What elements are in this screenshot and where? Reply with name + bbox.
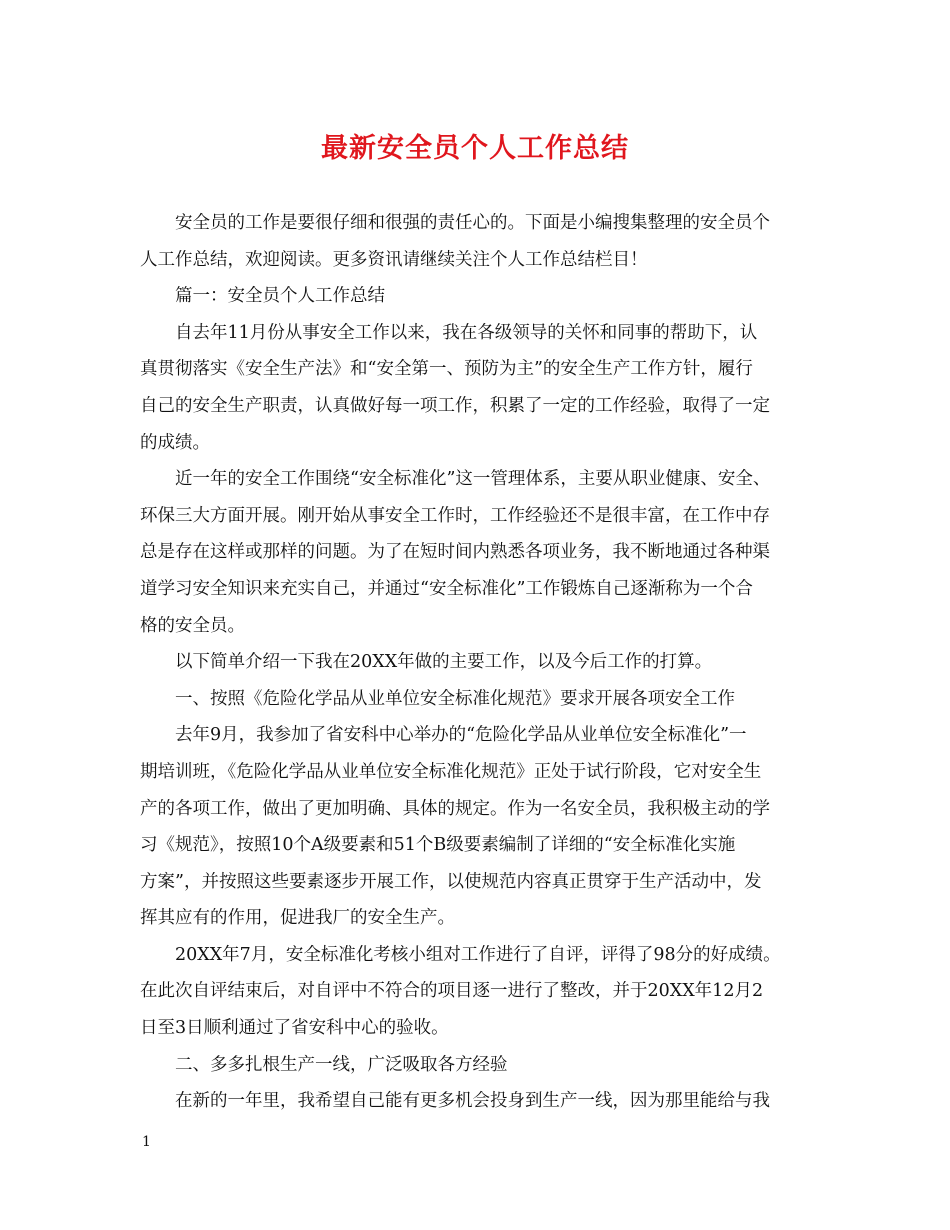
text-line: 道学习安全知识来充实自己，并通过“安全标准化”工作锻炼自己逐渐称为一个合 bbox=[140, 578, 753, 599]
text-line: 人工作总结，欢迎阅读。更多资讯请继续关注个人工作总结栏目！ bbox=[140, 249, 648, 270]
document-title: 最新安全员个人工作总结 bbox=[321, 133, 629, 164]
text-line: 安全员的工作是要很仔细和很强的责任心的。下面是小编搜集整理的安全员个 bbox=[140, 213, 770, 233]
document-body bbox=[140, 205, 820, 1120]
text-line: 方案”，并按照这些要素逐步开展工作，以使规范内容真正贯穿于生产活动中，发 bbox=[140, 871, 762, 892]
text-line: 产的各项工作，做出了更加明确、具体的规定。作为一名安全员，我积极主动的学 bbox=[140, 798, 770, 819]
text-line: 自己的安全生产职责，认真做好每一项工作，积累了一定的工作经验，取得了一定 bbox=[140, 395, 770, 416]
text-line: 日至3日顺利通过了省安科中心的验收。 bbox=[140, 1018, 449, 1039]
text-line: 近一年的安全工作围绕“安全标准化”这一管理体系，主要从职业健康、安全、 bbox=[140, 469, 771, 490]
text-line: 真贯彻落实《安全生产法》和“安全第一、预防为主”的安全生产工作方针，履行 bbox=[140, 359, 753, 380]
text-line: 去年9月，我参加了省安科中心举办的“危险化学品从业单位安全标准化”一 bbox=[140, 725, 747, 746]
text-line: 的成绩。 bbox=[140, 432, 210, 453]
text-line: 在此次自评结束后，对自评中不符合的项目逐一进行了整改，并于20XX年12月2 bbox=[140, 981, 764, 1002]
page-number: 1 bbox=[142, 1134, 151, 1150]
text-line: 格的安全员。 bbox=[140, 615, 245, 636]
text-line: 二、多多扎根生产一线，广泛吸取各方经验 bbox=[140, 1054, 508, 1075]
text-line: 以下简单介绍一下我在20XX年做的主要工作，以及今后工作的打算。 bbox=[140, 652, 713, 673]
text-line: 自去年11月份从事安全工作以来，我在各级领导的关怀和同事的帮助下，认 bbox=[140, 322, 758, 343]
text-line: 挥其应有的作用，促进我厂的安全生产。 bbox=[140, 908, 455, 929]
text-line: 篇一：安全员个人工作总结 bbox=[140, 286, 385, 307]
text-line: 一、按照《危险化学品从业单位安全标准化规范》要求开展各项安全工作 bbox=[140, 688, 735, 709]
text-line: 习《规范》，按照10个A级要素和51个B级要素编制了详细的“安全标准化实施 bbox=[140, 835, 736, 856]
text-line: 期培训班，《危险化学品从业单位安全标准化规范》正处于试行阶段，它对安全生 bbox=[140, 761, 762, 782]
text-line: 总是存在这样或那样的问题。为了在短时间内熟悉各项业务，我不断地通过各种渠 bbox=[140, 542, 770, 563]
text-line: 20XX年7月，安全标准化考核小组对工作进行了自评，评得了98分的好成绩。 bbox=[140, 944, 781, 965]
text-line: 在新的一年里，我希望自己能有更多机会投身到生产一线，因为那里能给与我 bbox=[140, 1091, 770, 1112]
text-line: 环保三大方面开展。刚开始从事安全工作时，工作经验还不是很丰富，在工作中存 bbox=[140, 505, 770, 526]
